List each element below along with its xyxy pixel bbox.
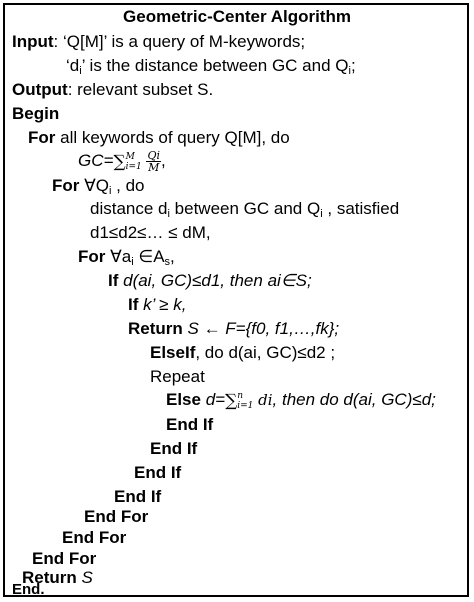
end-if-4: End If xyxy=(114,487,162,506)
input-line: Input: ‘Q[M]’ is a query of M-keywords; xyxy=(12,32,306,51)
end-for-2: End For xyxy=(62,528,127,547)
end-for-3: End For xyxy=(32,549,97,568)
end-if-2: End If xyxy=(150,439,198,458)
for-q-line: For $\forall Q_i$ , do xyxy=(52,176,145,197)
output-line: Output: relevant subset S. xyxy=(12,80,214,99)
for-keywords-line: For all keywords of query Q[M], do xyxy=(28,128,290,147)
gc-formula: GC=∑ M i=1 $\frac{Qi}{M}$ , xyxy=(78,149,166,175)
if-k-line: If k’ ≥ k, xyxy=(128,295,187,314)
end-if-3: End If xyxy=(134,463,182,482)
if-distance-line: If d(ai, GC)≤d1, then ai∈S; xyxy=(108,271,312,290)
return-final-line: Return S xyxy=(22,568,93,587)
input-d-line: ‘$d_i$’ is the distance between GC and $Q_i$; xyxy=(66,56,356,77)
algorithm-title: Geometric-Center Algorithm xyxy=(123,7,351,26)
elseif-line: ElseIf, do d(ai, GC)≤d2 ; xyxy=(150,343,336,362)
return-subset-line: Return S ← F={f0, f1,…,fk}; xyxy=(128,319,340,338)
distance-line: distance $d_i$ between GC and $Q_i$ , satisfied xyxy=(90,199,400,220)
for-a-line: For $\forall a_i$ $\in A_s$, xyxy=(78,247,175,268)
end-if-1: End If xyxy=(166,415,214,434)
else-line: Else d=∑ n i=1 di, then do d(ai, GC)≤d; xyxy=(166,390,436,411)
end-for-1: End For xyxy=(84,507,149,526)
repeat-keyword: Repeat xyxy=(150,367,205,386)
order-line: d1≤d2≤… ≤ dM, xyxy=(90,223,211,242)
begin-keyword: Begin xyxy=(12,104,60,123)
end-keyword: End. xyxy=(12,581,45,598)
